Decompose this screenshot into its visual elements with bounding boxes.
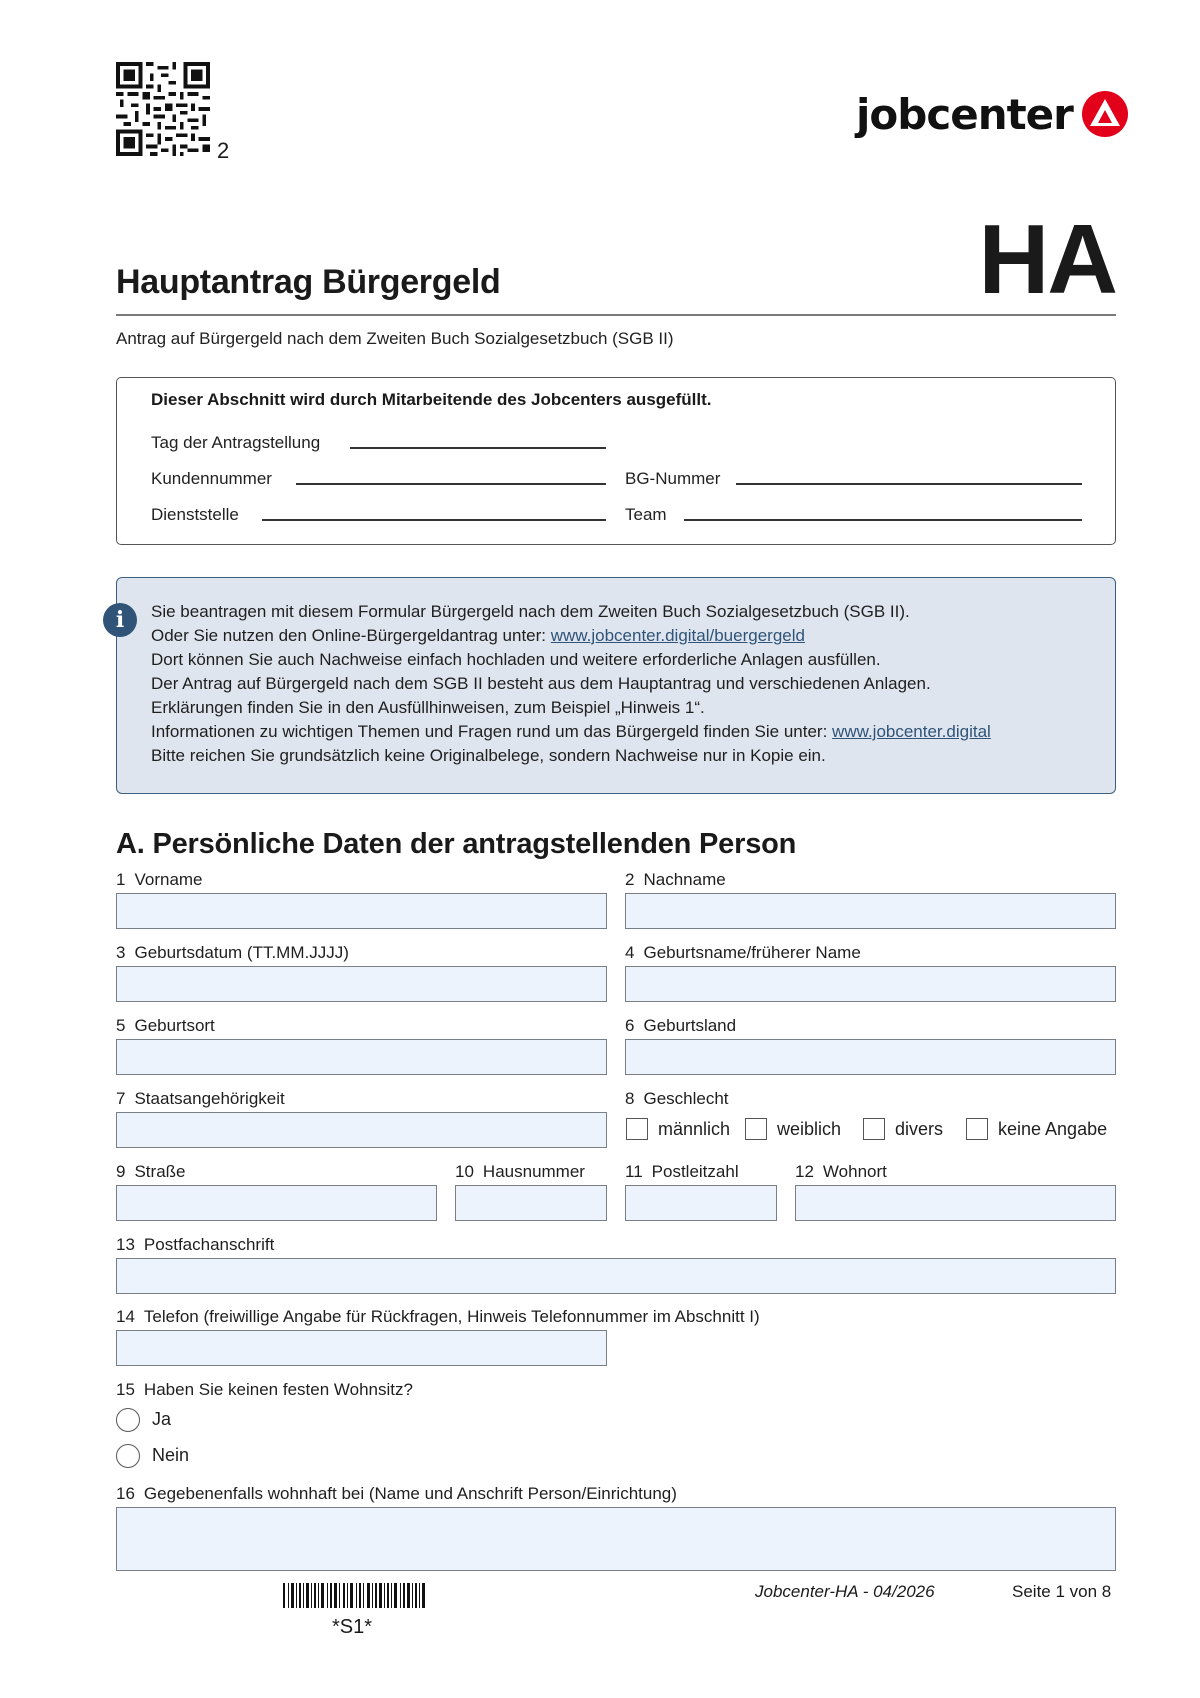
application-date-line bbox=[350, 447, 606, 449]
nationality-field[interactable] bbox=[116, 1112, 607, 1148]
house-number-field[interactable] bbox=[455, 1185, 607, 1221]
city-label: 12 Wohnort bbox=[795, 1162, 887, 1181]
residence-yes-radio[interactable] bbox=[116, 1408, 140, 1432]
phone-label: 14 Telefon (freiwillige Angabe für Rückfragen, Hinweis Telefonnummer im Abschnitt I) bbox=[116, 1307, 760, 1326]
jobcenter-digital-link[interactable]: www.jobcenter.digital bbox=[832, 722, 991, 741]
page-subtitle: Antrag auf Bürgergeld nach dem Zweiten Buch Sozialgesetzbuch (SGB II) bbox=[116, 329, 674, 348]
no-fixed-residence-label: 15 Haben Sie keinen festen Wohnsitz? bbox=[116, 1380, 413, 1399]
logo-text: jobcenter bbox=[856, 89, 1073, 139]
last-name-field[interactable] bbox=[625, 893, 1116, 929]
info-text: Oder Sie nutzen den Online-Bürgergeldantrag unter: bbox=[151, 626, 551, 645]
info-line: Erklärungen finden Sie in den Ausfüllhinweisen, zum Beispiel „Hinweis 1“. bbox=[151, 698, 705, 717]
info-line: Dort können Sie auch Nachweise einfach hochladen und weitere erforderliche Anlagen ausfüllen. bbox=[151, 650, 881, 669]
info-line: Bitte reichen Sie grundsätzlich keine Originalbelege, sondern Nachweise nur in Kopie ein. bbox=[151, 746, 826, 765]
nationality-label: 7 Staatsangehörigkeit bbox=[116, 1089, 285, 1108]
qr-code-icon bbox=[116, 62, 210, 156]
gender-female-checkbox[interactable] bbox=[745, 1118, 767, 1140]
house-number-label: 10 Hausnummer bbox=[455, 1162, 585, 1181]
city-field[interactable] bbox=[795, 1185, 1116, 1221]
birth-country-field[interactable] bbox=[625, 1039, 1116, 1075]
info-line bbox=[151, 722, 991, 742]
barcode-icon bbox=[283, 1583, 425, 1608]
gender-diverse-checkbox[interactable] bbox=[863, 1118, 885, 1140]
last-name-label: 2 Nachname bbox=[625, 870, 726, 889]
office-use-heading: Dieser Abschnitt wird durch Mitarbeitende des Jobcenters ausgefüllt. bbox=[151, 390, 712, 409]
postal-code-field[interactable] bbox=[625, 1185, 777, 1221]
info-icon: i bbox=[103, 603, 137, 637]
first-name-field[interactable] bbox=[116, 893, 607, 929]
arbeitsagentur-logo-icon bbox=[1081, 90, 1129, 138]
online-application-link[interactable]: www.jobcenter.digital/buergergeld bbox=[550, 626, 805, 645]
residence-yes-label: Ja bbox=[152, 1409, 172, 1429]
birth-place-label: 5 Geburtsort bbox=[116, 1016, 215, 1035]
street-field[interactable] bbox=[116, 1185, 437, 1221]
info-line: Der Antrag auf Bürgergeld nach dem SGB II besteht aus dem Hauptantrag und verschiedenen Anlagen. bbox=[151, 674, 931, 693]
gender-label: 8 Geschlecht bbox=[625, 1089, 729, 1108]
birth-date-field[interactable] bbox=[116, 966, 607, 1002]
gender-none-checkbox[interactable] bbox=[966, 1118, 988, 1140]
gender-none-label: keine Angabe bbox=[998, 1119, 1108, 1139]
page-title: Hauptantrag Bürgergeld bbox=[116, 263, 501, 301]
section-a-title: A. Persönliche Daten der antragstellenden Person bbox=[116, 828, 797, 860]
team-label: Team bbox=[625, 505, 667, 524]
info-line: Sie beantragen mit diesem Formular Bürgergeld nach dem Zweiten Buch Sozialgesetzbuch (SGB II). bbox=[151, 602, 910, 621]
bg-number-label: BG-Nummer bbox=[625, 469, 721, 488]
title-divider bbox=[116, 314, 1116, 316]
phone-field[interactable] bbox=[116, 1330, 607, 1366]
form-reference: Jobcenter-HA - 04/2026 bbox=[755, 1582, 935, 1601]
team-line bbox=[684, 519, 1082, 521]
birth-place-field[interactable] bbox=[116, 1039, 607, 1075]
gender-male-label: männlich bbox=[658, 1119, 731, 1139]
first-name-label: 1 Vorname bbox=[116, 870, 203, 889]
birth-country-label: 6 Geburtsland bbox=[625, 1016, 737, 1035]
info-text: Informationen zu wichtigen Themen und Fragen rund um das Bürgergeld finden Sie unter: bbox=[151, 722, 833, 741]
office-line bbox=[262, 519, 606, 521]
gender-female-label: weiblich bbox=[777, 1119, 842, 1139]
birth-name-label: 4 Geburtsname/früherer Name bbox=[625, 943, 861, 962]
form-code: HA bbox=[978, 204, 1116, 314]
jobcenter-logo bbox=[856, 88, 1129, 140]
office-label: Dienststelle bbox=[151, 505, 239, 524]
application-date-label: Tag der Antragstellung bbox=[151, 433, 321, 452]
info-line bbox=[151, 626, 805, 646]
po-box-label: 13 Postfachanschrift bbox=[116, 1235, 275, 1254]
birth-date-label: 3 Geburtsdatum (TT.MM.JJJJ) bbox=[116, 943, 349, 962]
residence-no-label: Nein bbox=[152, 1445, 190, 1465]
page-number: Seite 1 von 8 bbox=[1012, 1582, 1112, 1601]
qr-page-number: 2 bbox=[217, 138, 230, 163]
resident-with-field[interactable] bbox=[116, 1507, 1116, 1571]
po-box-field[interactable] bbox=[116, 1258, 1116, 1294]
customer-number-label: Kundennummer bbox=[151, 469, 272, 488]
postal-code-label: 11 Postleitzahl bbox=[625, 1162, 739, 1181]
street-label: 9 Straße bbox=[116, 1162, 186, 1181]
gender-diverse-label: divers bbox=[895, 1119, 944, 1139]
birth-name-field[interactable] bbox=[625, 966, 1116, 1002]
resident-with-label: 16 Gegebenenfalls wohnhaft bei (Name und Anschrift Person/Einrichtung) bbox=[116, 1484, 677, 1503]
residence-no-radio[interactable] bbox=[116, 1444, 140, 1468]
bg-number-line bbox=[736, 483, 1082, 485]
gender-male-checkbox[interactable] bbox=[626, 1118, 648, 1140]
barcode-text: *S1* bbox=[332, 1616, 373, 1638]
customer-number-line bbox=[296, 483, 606, 485]
